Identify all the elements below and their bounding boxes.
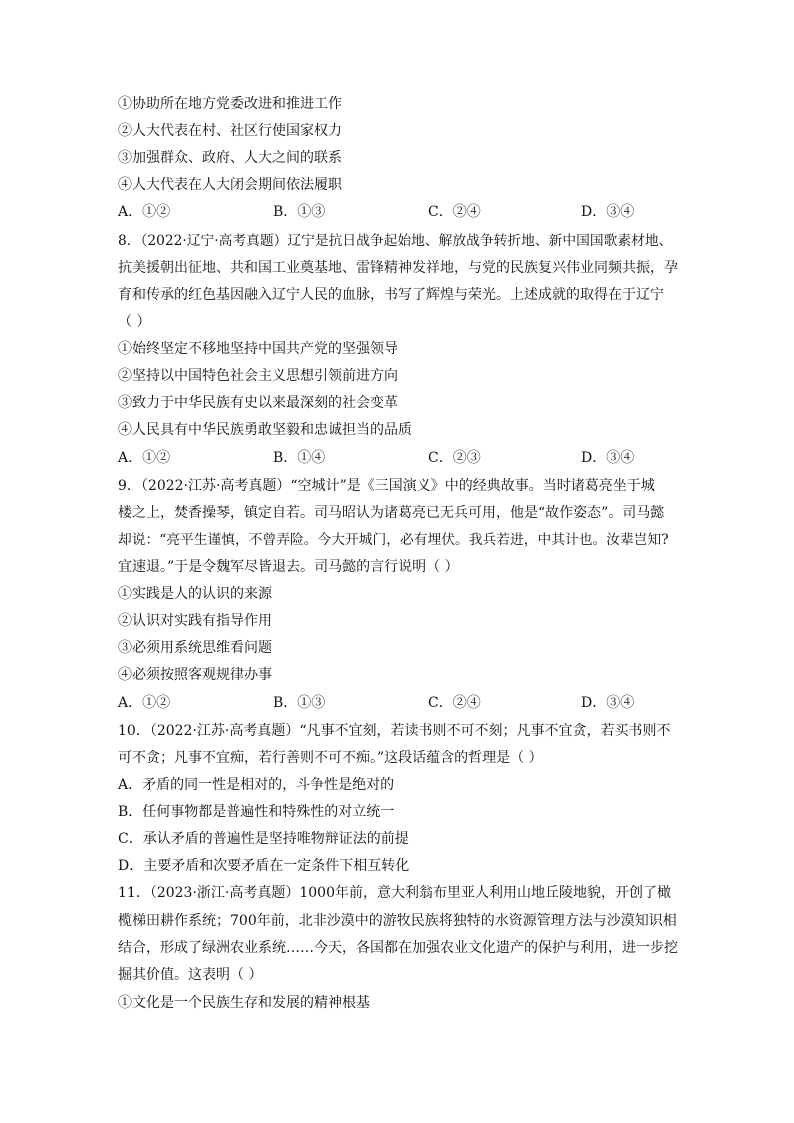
q7-options [118, 202, 678, 222]
q8-answer-blank: （ ） [118, 314, 151, 330]
q7-item-3: ③加强群众、政府、人大之间的联系 [118, 150, 342, 166]
q11-stem-line-4: 掘其价值。这表明（ ） [118, 967, 263, 983]
q9-item-2: ②认识对实践有指导作用 [118, 613, 272, 629]
q8-item-4: ④人民具有中华民族勇敢坚毅和忠诚担当的品质 [118, 422, 412, 438]
q9-option-d: D．③④ [581, 695, 635, 711]
q7-option-b: B．①③ [273, 204, 326, 220]
q8-options [118, 448, 678, 468]
q9-stem-line-4: 宜速退。”于是令魏军尽皆退去。司马懿的言行说明（ ） [118, 559, 459, 575]
q9-option-a: A．①② [118, 695, 171, 711]
q8-option-c: C．②③ [428, 450, 481, 466]
q8-stem-line-2: 抗美援朝出征地、共和国工业奠基地、雷锋精神发祥地，与党的民族复兴伟业同频共振，孕 [118, 260, 678, 276]
q8-option-a: A．①② [118, 450, 171, 466]
q8-item-2: ②坚持以中国特色社会主义思想引领前进方向 [118, 368, 398, 384]
q10-stem-line-2: 可不贪；凡事不宜痴，若行善则不可不痴。”这段话蕴含的哲理是（ ） [118, 750, 543, 766]
q10-choice-d: D．主要矛盾和次要矛盾在一定条件下相互转化 [118, 858, 410, 874]
q9-item-1: ①实践是人的认识的来源 [118, 586, 272, 602]
q11-stem-line-3: 结合，形成了绿洲农业系统……今天，各国都在加强农业文化遗产的保护与利用，进一步挖 [118, 940, 678, 956]
q10-choice-c: C．承认矛盾的普遍性是坚持唯物辩证法的前提 [118, 831, 409, 847]
q9-stem-line-1: 9．（2022·江苏·高考真题）“空城计”是《三国演义》中的经典故事。当时诸葛亮坐于城 [118, 478, 655, 494]
q10-stem-line-1: 10．（2022·江苏·高考真题）“凡事不宜刻，若读书则不可不刻；凡事不宜贪，若买书则不 [118, 723, 671, 739]
q9-option-b: B．①③ [273, 695, 326, 711]
q9-options [118, 693, 678, 713]
q8-option-d: D．③④ [581, 450, 635, 466]
q9-item-4: ④必须按照客观规律办事 [118, 667, 272, 683]
q8-item-1: ①始终坚定不移地坚持中国共产党的坚强领导 [118, 341, 398, 357]
q7-item-4: ④人大代表在人大闭会期间依法履职 [118, 177, 342, 193]
q7-option-c: C．②④ [428, 204, 481, 220]
q11-stem-line-2: 榄梯田耕作系统；700年前，北非沙漠中的游牧民族将独特的水资源管理方法与沙漠知识相 [118, 913, 677, 929]
q10-choice-b: B．任何事物都是普遍性和特殊性的对立统一 [118, 804, 395, 820]
q9-stem-line-3: 却说：“亮平生谨慎，不曾弄险。今大开城门，必有埋伏。我兵若进，中其计也。汝辈岂知? [118, 532, 669, 548]
q9-stem-line-2: 楼之上，焚香操琴，镇定自若。司马昭认为诸葛亮已无兵可用，他是“故作姿态”。司马懿 [118, 505, 665, 521]
q8-stem-line-3: 育和传承的红色基因融入辽宁人民的血脉，书写了辉煌与荣光。上述成就的取得在于辽宁 [118, 287, 664, 303]
q9-option-c: C．②④ [428, 695, 481, 711]
q8-stem-line-1: 8．（2022·辽宁·高考真题）辽宁是抗日战争起始地、解放战争转折地、新中国国歌素材地、 [118, 233, 673, 249]
q7-option-a: A．①② [118, 204, 171, 220]
q11-stem-line-1: 11．（2023·浙江·高考真题）1000年前，意大利翁布里亚人利用山地丘陵地貌，开创了橄 [118, 885, 671, 901]
q9-item-3: ③必须用系统思维看问题 [118, 640, 272, 656]
q7-item-1: ①协助所在地方党委改进和推进工作 [118, 96, 342, 112]
q7-item-2: ②人大代表在村、社区行使国家权力 [118, 123, 342, 139]
q10-choice-a: A．矛盾的同一性是相对的，斗争性是绝对的 [118, 777, 395, 793]
q8-item-3: ③致力于中华民族有史以来最深刻的社会变革 [118, 395, 398, 411]
q11-item-1: ①文化是一个民族生存和发展的精神根基 [118, 995, 370, 1011]
q8-option-b: B．①④ [273, 450, 326, 466]
q7-option-d: D．③④ [581, 204, 635, 220]
